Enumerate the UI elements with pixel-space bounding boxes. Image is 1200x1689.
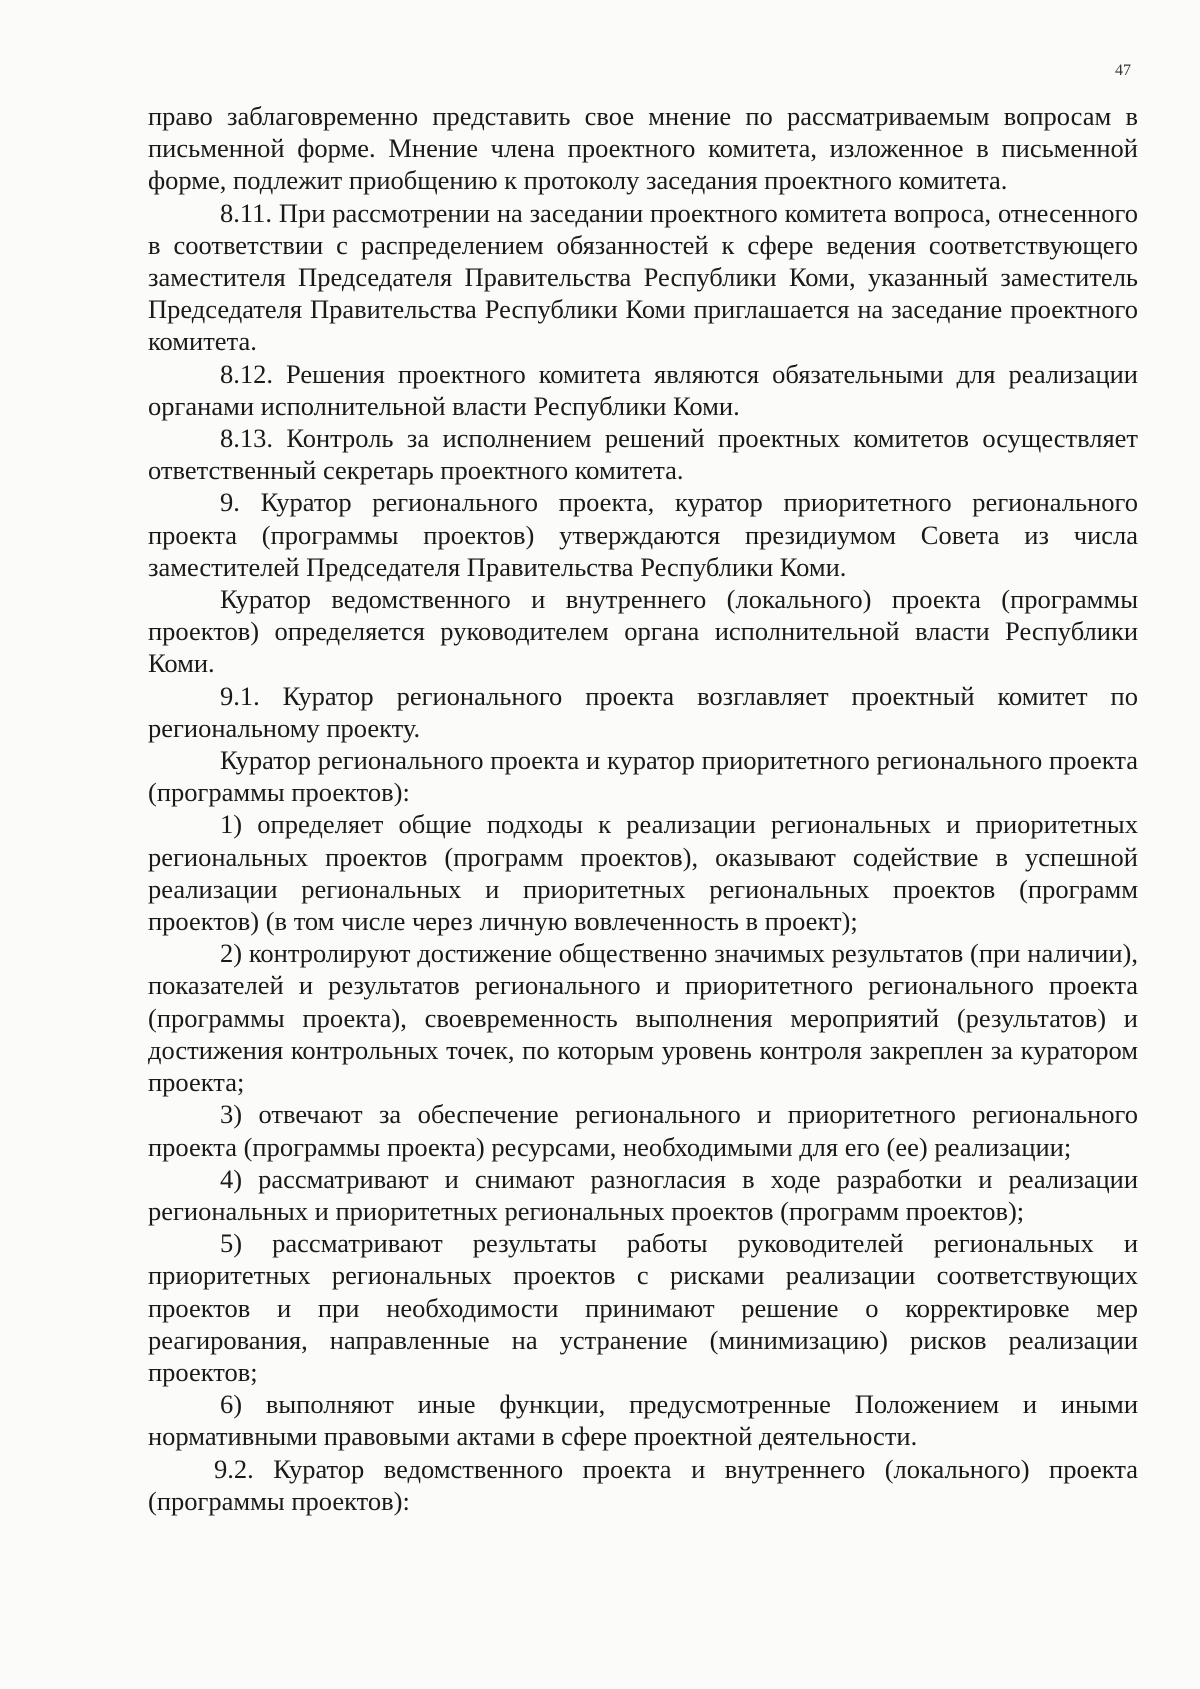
document-body — [148, 100, 1138, 1517]
list-item-1: 1) определяет общие подходы к реализации региональных и приоритетных региональных проектов (программ проектов), оказывают содействие в успешной реализации региональных и приоритетных региональных проектов (программ проектов) (в том числе через личную вовлеченность в проект); — [148, 809, 1138, 937]
paragraph-8-12: 8.12. Решения проектного комитета являются обязательными для реализации органами исполнительной власти Республики Коми. — [148, 358, 1138, 421]
paragraph-8-11: 8.11. При рассмотрении на заседании проектного комитета вопроса, отнесенного в соответствии с распределением обязанностей к сфере ведения соответствующего заместителя Председателя Правительства Республики Коми, указанный заместитель Председателя Правительства Республики Коми приглашается на заседание проектного комитета. — [148, 197, 1138, 357]
list-item-6: 6) выполняют иные функции, предусмотренные Положением и иными нормативными правовыми актами в сфере проектной деятельности. — [148, 1389, 1138, 1452]
paragraph-9: 9. Куратор регионального проекта, куратор приоритетного регионального проекта (программы проектов) утверждаются президиумом Совета из числа заместителей Председателя Правительства Республики Коми. — [148, 487, 1138, 582]
list-item-3: 3) отвечают за обеспечение регионального и приоритетного регионального проекта (программы проекта) ресурсами, необходимыми для его (ее) реализации; — [148, 1099, 1138, 1162]
list-item-5: 5) рассматривают результаты работы руководителей региональных и приоритетных региональных проектов с рисками реализации соответствующих проектов и при необходимости принимают решение о корректировке мер реагирования, направленные на устранение (минимизацию) рисков реализации проектов; — [148, 1228, 1138, 1387]
paragraph-9-curator-departmental: Куратор ведомственного и внутреннего (локального) проекта (программы проектов) определяется руководителем органа исполнительной власти Республики Коми. — [148, 584, 1138, 679]
paragraph-9-2: 9.2. Куратор ведомственного проекта и внутреннего (локального) проекта (программы проектов): — [148, 1453, 1138, 1516]
paragraph-8-13: 8.13. Контроль за исполнением решений проектных комитетов осуществляет ответственный секретарь проектного комитета. — [148, 423, 1138, 486]
list-item-2: 2) контролируют достижение общественно значимых результатов (при наличии), показателей и результатов регионального и приоритетного регионального проекта (программы проекта), своевременность выполнения мероприятий (результатов) и достижения контрольных точек, по которым уровень контроля закреплен за куратором проекта; — [148, 938, 1138, 1098]
page-number: 47 — [1115, 62, 1131, 79]
paragraph: право заблаговременно представить свое мнение по рассматриваемым вопросам в письменной форме. Мнение члена проектного комитета, изложенное в письменной форме, подлежит приобщению к протоколу заседания проектного комитета. — [148, 101, 1138, 196]
paragraph-9-1-intro: Куратор регионального проекта и куратор приоритетного регионального проекта (программы проектов): — [148, 745, 1138, 808]
paragraph-9-1: 9.1. Куратор регионального проекта возглавляет проектный комитет по региональному проекту. — [148, 680, 1138, 743]
list-item-4: 4) рассматривают и снимают разногласия в ходе разработки и реализации региональных и приоритетных региональных проектов (программ проектов); — [148, 1163, 1138, 1226]
